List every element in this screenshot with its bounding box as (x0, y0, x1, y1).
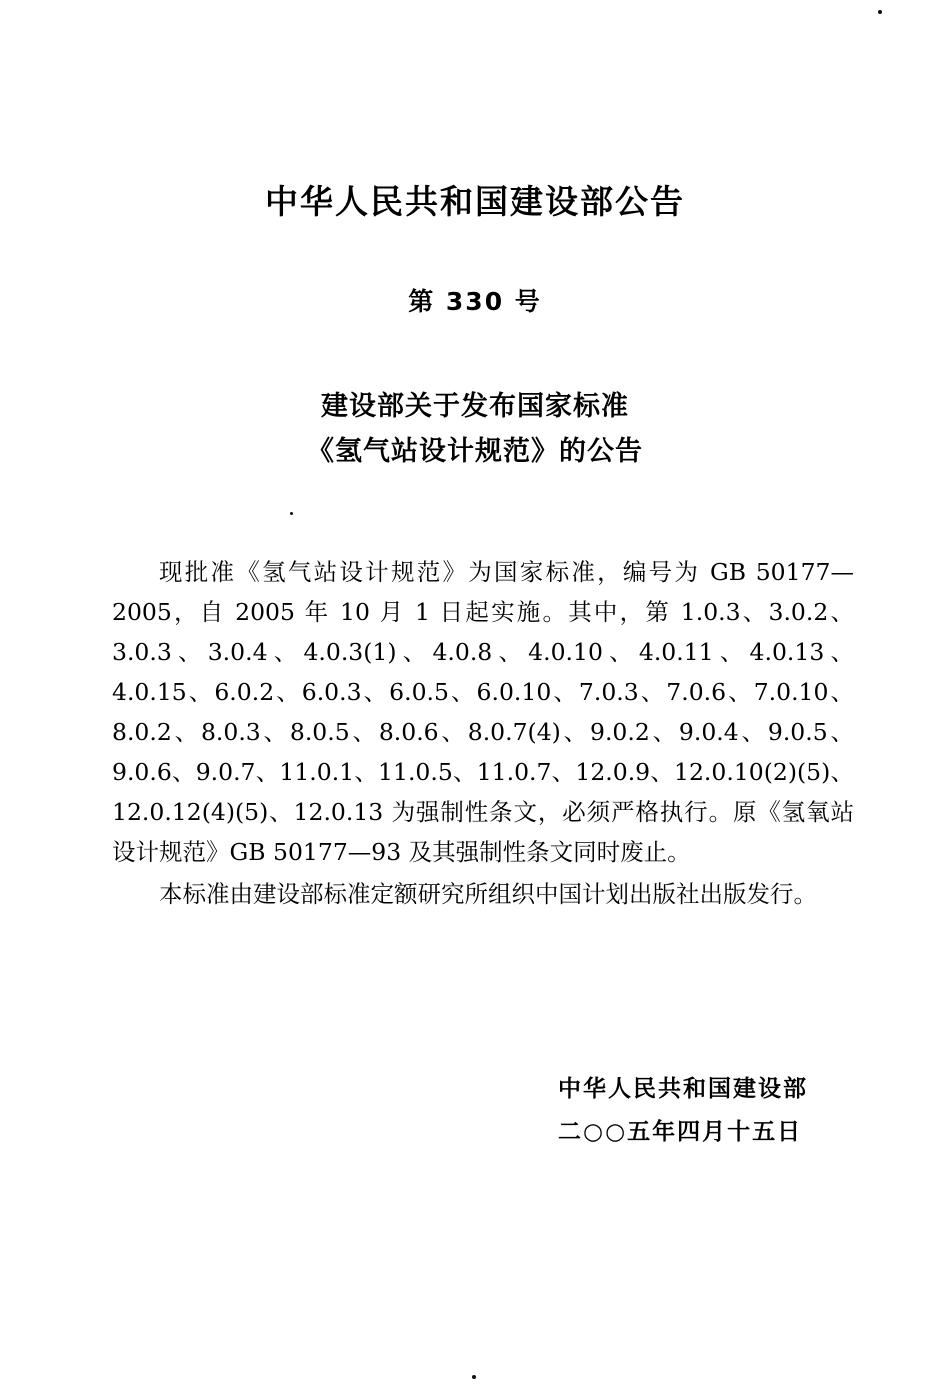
signature-issuer: 中华人民共和国建设部 (558, 1076, 808, 1102)
page-title: 中华人民共和国建设部公告 (265, 182, 685, 221)
subtitle-block (0, 385, 950, 474)
body-content (112, 552, 854, 914)
notice-number: 第 330 号 (408, 286, 542, 316)
registration-dot-top (878, 10, 882, 14)
signature-date: 二○○五年四月十五日 (558, 1118, 803, 1145)
signature-block (558, 1068, 808, 1153)
subtitle-line-2: 《氢气站设计规范》的公告 (307, 435, 643, 467)
paragraph-1: 现批准《氢气站设计规范》为国家标准，编号为 GB 50177—2005，自 2005 年 10 月 1 日起实施。其中，第 1.0.3、3.0.2、3.0.3、3.0.4、4.0.3(1)、4.0.8、4.0.10、4.0.11、4.0.13、4.0.15、6.0.2、6.0.3、6.0.5、6.0.10、7.0.3、7.0.6、7.0.10、8.0.2、8.0.3、8.0.5、8.0.6、8.0.7(4)、9.0.2、9.0.4、9.0.5、9.0.6、9.0.7、11.0.1、11.0.5、11.0.7、12.0.9、12.0.10(2)(5)、12.0.12(4)(5)、12.0.13 为强制性条文，必须严格执行。原《氢氧站设计规范》GB 50177—93 及其强制性条文同时废止。 (112, 558, 854, 866)
title-block (0, 182, 950, 318)
registration-dot-bottom (472, 1375, 476, 1379)
paragraph-2: 本标准由建设部标准定额研究所组织中国计划出版社出版发行。 (159, 880, 817, 908)
subtitle-line-1: 建设部关于发布国家标准 (321, 391, 629, 422)
registration-dot-middle (290, 512, 293, 515)
